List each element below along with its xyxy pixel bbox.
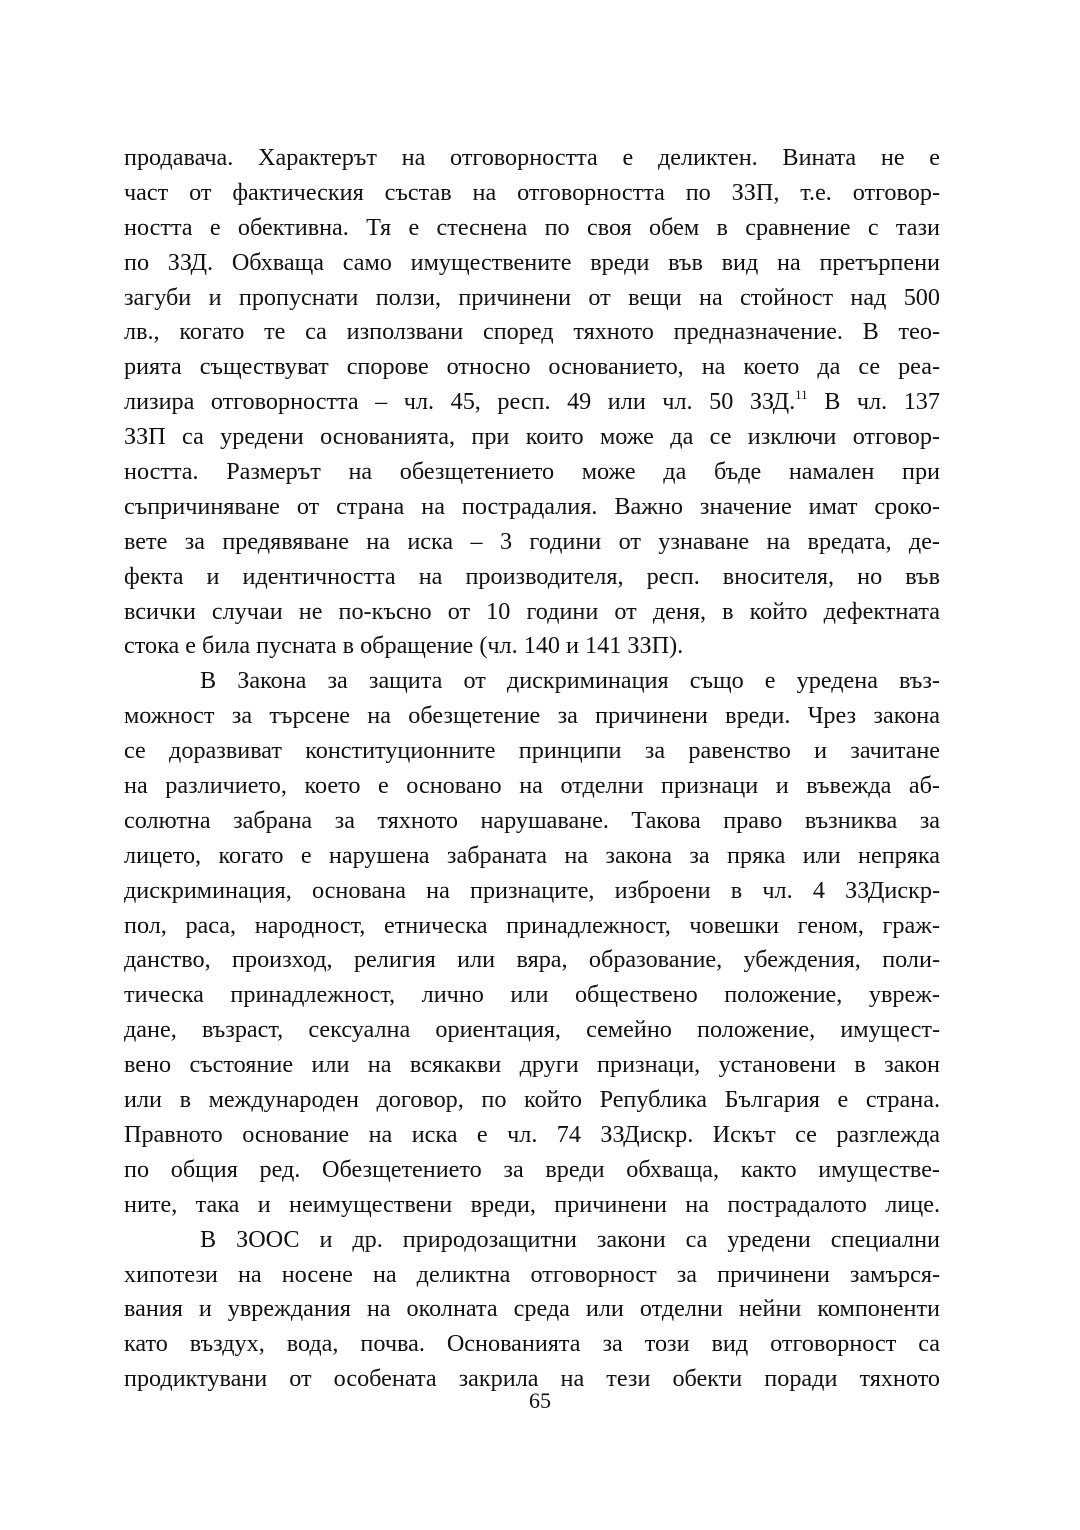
text-segment: В чл. 137 xyxy=(807,388,940,416)
text-line-with-footnote xyxy=(124,385,940,420)
text-line: продиктувани от особената закрила на тези обекти поради тяхното xyxy=(124,1365,940,1393)
body-text xyxy=(124,141,940,1397)
text-line: дане, възраст, сексуална ориентация, семейно положение, имущест- xyxy=(124,1016,940,1044)
paragraph xyxy=(124,141,940,664)
text-line: или в международен договор, по който Република България е страна. xyxy=(124,1086,940,1114)
text-line: част от фактическия състав на отговорността по ЗЗП, т.е. отговор- xyxy=(124,178,940,206)
text-line: ността е обективна. Тя е стеснена по своя обем в сравнение с тази xyxy=(124,213,940,241)
text-line: можност за търсене на обезщетение за причинени вреди. Чрез закона xyxy=(124,702,940,730)
text-line: съпричиняване от страна на пострадалия. Важно значение имат сроко- xyxy=(124,492,940,520)
text-line: стока е била пусната в обращение (чл. 140 и 141 ЗЗП). xyxy=(124,632,684,660)
text-line: по общия ред. Обезщетението за вреди обхваща, както имуществе- xyxy=(124,1155,940,1183)
paragraph xyxy=(124,1223,940,1397)
text-line: Правното основание на иска е чл. 74 ЗЗДискр. Искът се разглежда xyxy=(124,1120,940,1148)
text-line: продавача. Характерът на отговорността е деликтен. Вината не е xyxy=(124,144,940,171)
text-line: на различието, което е основано на отделни признаци и въвежда аб- xyxy=(124,772,940,800)
text-line: ните, така и неимуществени вреди, причинени на пострадалото лице. xyxy=(124,1190,940,1218)
text-line: В ЗООС и др. природозащитни закони са уредени специални xyxy=(200,1225,940,1253)
footnote-marker[interactable]: 11 xyxy=(795,387,808,403)
text-segment: лизира отговорността – чл. 45, респ. 49 или чл. 50 ЗЗД. xyxy=(124,388,796,416)
text-line: ността. Размерът на обезщетението може да бъде намален при xyxy=(124,458,940,486)
text-line: пол, раса, народност, етническа принадлежност, човешки геном, граж- xyxy=(124,911,940,939)
text-line: като въздух, вода, почва. Основанията за този вид отговорност са xyxy=(124,1330,940,1358)
text-line: вете за предявяване на иска – 3 години от узнаване на вредата, де- xyxy=(124,527,940,555)
text-line: всички случаи не по-късно от 10 години от деня, в който дефектната xyxy=(124,597,940,625)
text-line: хипотези на носене на деликтна отговорност за причинени замърся- xyxy=(124,1260,940,1288)
text-line: тическа принадлежност, лично или обществено положение, увреж- xyxy=(124,981,940,1009)
text-line: лицето, когато е нарушена забраната на закона за пряка или непряка xyxy=(124,841,940,869)
text-line: дискриминация, основана на признаците, изброени в чл. 4 ЗЗДискр- xyxy=(124,876,940,904)
text-line: В Закона за защита от дискриминация също е уредена въз- xyxy=(200,667,940,695)
paragraph xyxy=(124,664,940,1222)
text-line: рията съществуват спорове относно основанието, на което да се реа- xyxy=(124,353,940,381)
page-number: 65 xyxy=(529,1388,551,1413)
text-line: се доразвиват конституционните принципи за равенство и зачитане xyxy=(124,737,940,765)
text-line: фекта и идентичността на производителя, респ. вносителя, но във xyxy=(124,562,940,590)
text-line: ЗЗП са уредени основанията, при които може да се изключи отговор- xyxy=(124,423,940,451)
text-line: данство, произход, религия или вяра, образование, убеждения, поли- xyxy=(124,946,940,974)
text-line: по ЗЗД. Обхваща само имуществените вреди във вид на претърпени xyxy=(124,248,940,276)
text-line: солютна забрана за тяхното нарушаване. Такова право възниква за xyxy=(124,806,940,834)
text-line: вания и увреждания на околната среда или отделни нейни компоненти xyxy=(124,1295,940,1323)
text-line: загуби и пропуснати ползи, причинени от вещи на стойност над 500 xyxy=(124,283,940,311)
text-line: вено състояние или на всякакви други признаци, установени в закон xyxy=(124,1051,940,1079)
text-line: лв., когато те са използвани според тяхното предназначение. В тео- xyxy=(124,318,940,346)
